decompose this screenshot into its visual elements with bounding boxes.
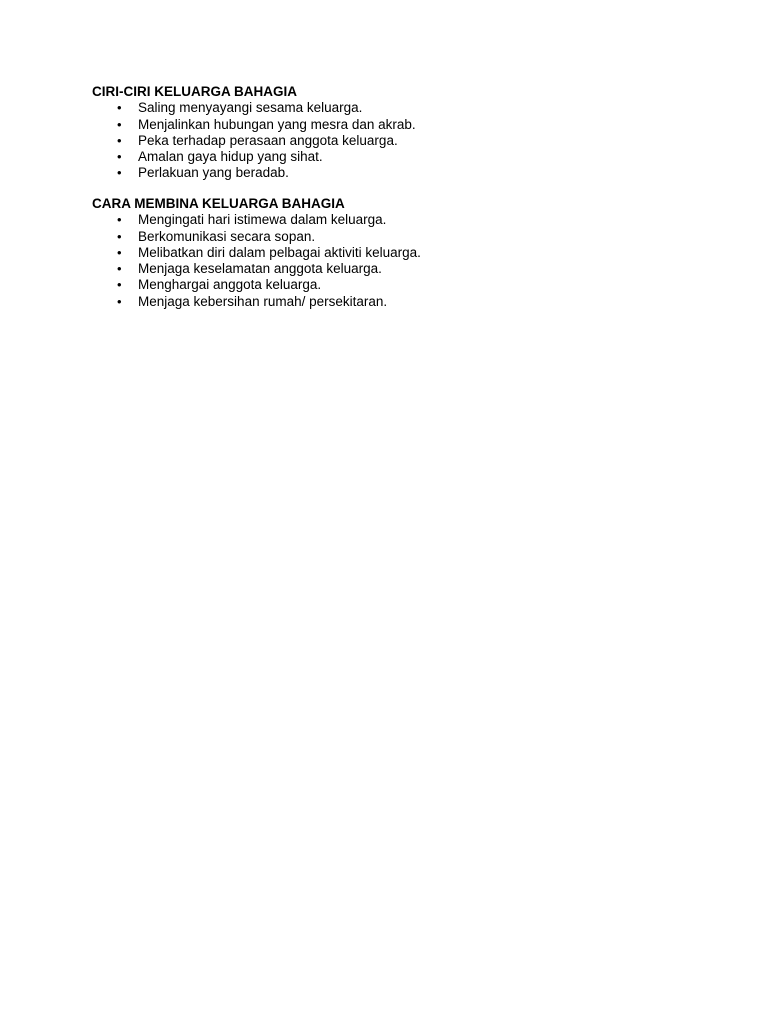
bullet-icon: • <box>117 100 122 116</box>
bullet-icon: • <box>117 228 122 244</box>
list-item <box>92 212 692 228</box>
list-item <box>92 245 692 261</box>
bullet-icon: • <box>117 165 122 181</box>
section-heading: CARA MEMBINA KELUARGA BAHAGIA <box>92 196 345 211</box>
list-item <box>92 277 692 293</box>
list-item-text: Amalan gaya hidup yang sihat. <box>138 149 323 165</box>
list-item <box>92 261 692 277</box>
section-heading: CIRI-CIRI KELUARGA BAHAGIA <box>92 84 297 99</box>
bullet-icon: • <box>117 293 122 309</box>
bullet-icon: • <box>117 149 122 165</box>
bullet-icon: • <box>117 132 122 148</box>
bullet-list <box>92 212 692 310</box>
bullet-icon: • <box>117 116 122 132</box>
list-item <box>92 133 692 149</box>
section-ciri-ciri <box>92 84 692 182</box>
list-item-text: Mengingati hari istimewa dalam keluarga. <box>138 212 387 228</box>
list-item-text: Menjaga kebersihan rumah/ persekitaran. <box>138 293 388 309</box>
section-cara-membina <box>92 196 692 310</box>
bullet-icon: • <box>117 261 122 277</box>
list-item <box>92 294 692 310</box>
list-item <box>92 117 692 133</box>
list-item <box>92 229 692 245</box>
list-item <box>92 100 692 116</box>
list-item-text: Melibatkan diri dalam pelbagai aktiviti keluarga. <box>138 244 421 260</box>
list-item-text: Menjaga keselamatan anggota keluarga. <box>138 261 382 277</box>
list-item-text: Perlakuan yang beradab. <box>138 165 289 181</box>
bullet-icon: • <box>117 212 122 228</box>
list-item-text: Peka terhadap perasaan anggota keluarga. <box>138 132 398 148</box>
bullet-icon: • <box>117 244 122 260</box>
bullet-icon: • <box>117 277 122 293</box>
list-item <box>92 165 692 181</box>
list-item-text: Menghargai anggota keluarga. <box>138 277 322 293</box>
list-item-text: Menjalinkan hubungan yang mesra dan akrab. <box>138 116 416 132</box>
list-item-text: Saling menyayangi sesama keluarga. <box>138 100 363 116</box>
bullet-list <box>92 100 692 181</box>
list-item <box>92 149 692 165</box>
list-item-text: Berkomunikasi secara sopan. <box>138 228 316 244</box>
